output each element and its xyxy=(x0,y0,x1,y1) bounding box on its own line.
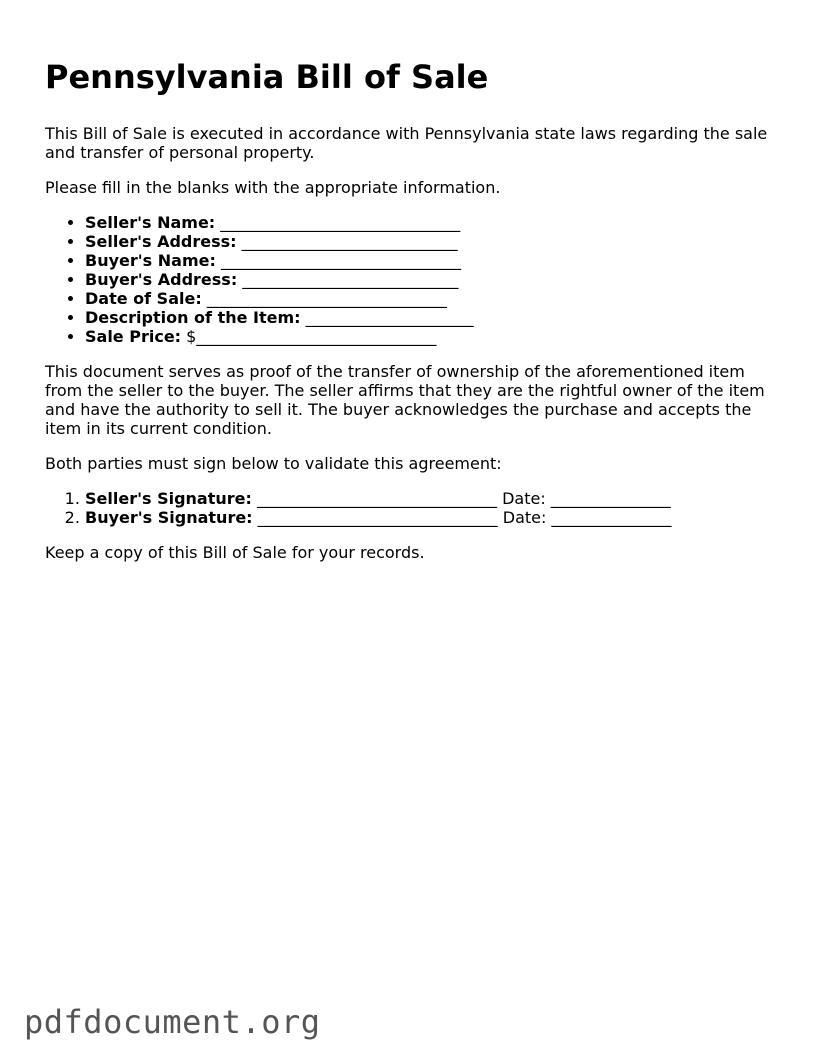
intro-paragraph: This Bill of Sale is executed in accordance with Pennsylvania state laws regarding the sale and transfer of personal property. xyxy=(45,124,768,162)
field-buyers-name xyxy=(85,251,785,270)
field-label: Seller's Name: xyxy=(85,213,216,232)
field-label: Seller's Address: xyxy=(85,232,237,251)
watermark: pdfdocument.org xyxy=(24,1003,321,1041)
field-blank[interactable]: $______________________________ xyxy=(181,327,437,346)
field-blank[interactable]: ______________________________ xyxy=(201,289,447,308)
field-blank[interactable]: ______________________________ xyxy=(215,213,461,232)
sign-instruction: Both parties must sign below to validate this agreement: xyxy=(45,454,502,473)
field-blank[interactable]: _____________________ xyxy=(300,308,474,327)
field-label: Date of Sale: xyxy=(85,289,202,308)
field-sellers-address xyxy=(85,232,785,251)
signature-buyer xyxy=(85,508,785,527)
signature-label: Seller's Signature: xyxy=(85,489,252,508)
field-blank[interactable]: ___________________________ xyxy=(236,232,458,251)
signature-blank[interactable]: ______________________________ Date: _______________ xyxy=(251,489,671,508)
proof-paragraph: This document serves as proof of the transfer of ownership of the aforementioned item from the seller to the buyer. The seller affirms that they are the rightful owner of the item and have the authority to sell it. The buyer acknowledges the purchase and accepts the item in its current condition. xyxy=(45,362,765,438)
field-sellers-name xyxy=(85,213,785,232)
field-date-of-sale xyxy=(85,289,785,308)
signature-blank[interactable]: ______________________________ Date: _______________ xyxy=(252,508,672,527)
field-item-description xyxy=(85,308,785,327)
fields-list xyxy=(45,213,785,346)
signatures-list xyxy=(45,489,785,527)
field-label: Sale Price: xyxy=(85,327,182,346)
field-sale-price xyxy=(85,327,785,346)
instruction-paragraph: Please fill in the blanks with the appropriate information. xyxy=(45,178,501,197)
document-page xyxy=(45,56,785,578)
page-title: Pennsylvania Bill of Sale xyxy=(45,58,489,96)
field-label: Buyer's Address: xyxy=(85,270,238,289)
field-buyers-address xyxy=(85,270,785,289)
field-label: Description of the Item: xyxy=(85,308,301,327)
field-blank[interactable]: ______________________________ xyxy=(215,251,461,270)
signature-label: Buyer's Signature: xyxy=(85,508,253,527)
closing-paragraph: Keep a copy of this Bill of Sale for your records. xyxy=(45,543,425,562)
field-blank[interactable]: ___________________________ xyxy=(237,270,459,289)
field-label: Buyer's Name: xyxy=(85,251,216,270)
signature-seller xyxy=(85,489,785,508)
